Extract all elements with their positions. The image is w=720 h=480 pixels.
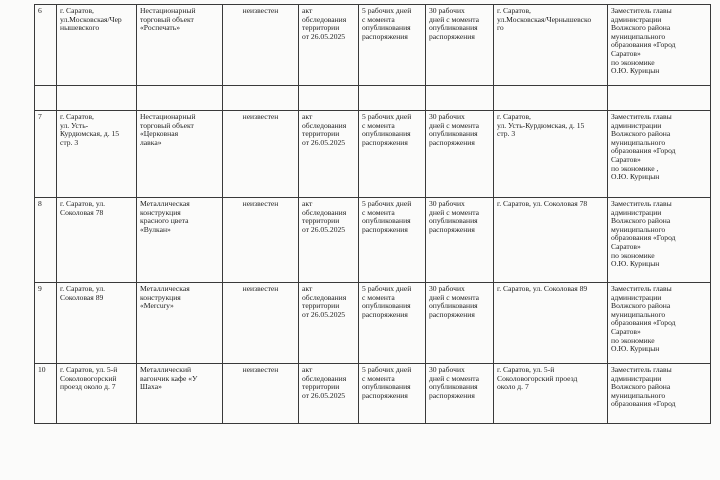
row-number: 8 (35, 198, 57, 283)
table-row (35, 111, 711, 198)
forced-term-cell: 30 рабочих дней с момента опубликования распоряжения (426, 5, 494, 86)
forced-term-cell (426, 86, 494, 111)
owner-cell: неизвестен (223, 364, 299, 424)
responsible-cell: Заместитель главы администрации Волжского района муниципального образования «Город Саратов» по экономике , О.Ю. Курицын (608, 111, 711, 198)
owner-cell: неизвестен (223, 198, 299, 283)
address-cell (57, 86, 137, 111)
owner-cell (223, 86, 299, 111)
object-cell: Металлическая конструкция «Mercury» (137, 283, 223, 364)
storage-cell: г. Саратов, ул. Соколовая 78 (494, 198, 608, 283)
address-cell: г. Саратов, ул. Усть- Курдюмская, д. 15 стр. 3 (57, 111, 137, 198)
responsible-cell: Заместитель главы администрации Волжского района муниципального образования «Город (608, 364, 711, 424)
owner-cell: неизвестен (223, 111, 299, 198)
object-cell: Металлический вагончик кафе «У Шаха» (137, 364, 223, 424)
storage-cell: г. Саратов, ул. 5-й Соколовогорский проезд около д. 7 (494, 364, 608, 424)
storage-cell: г. Саратов, ул. Соколовая 89 (494, 283, 608, 364)
storage-cell (494, 86, 608, 111)
basis-cell: акт обследования территории от 26.05.2025 (299, 283, 359, 364)
voluntary-term-cell: 5 рабочих дней с момента опубликования распоряжения (359, 198, 426, 283)
basis-cell: акт обследования территории от 26.05.2025 (299, 364, 359, 424)
object-cell: Нестационарный торговый объект «Роспечать» (137, 5, 223, 86)
forced-term-cell: 30 рабочих дней с момента опубликования распоряжения (426, 283, 494, 364)
storage-cell: г. Саратов, ул.Московская/Чернышевско го (494, 5, 608, 86)
forced-term-cell: 30 рабочих дней с момента опубликования распоряжения (426, 111, 494, 198)
object-cell: Нестационарный торговый объект «Церковная лавка» (137, 111, 223, 198)
row-number: 10 (35, 364, 57, 424)
address-cell: г. Саратов, ул. 5-й Соколовогорский проезд около д. 7 (57, 364, 137, 424)
forced-term-cell: 30 рабочих дней с момента опубликования распоряжения (426, 364, 494, 424)
storage-cell: г. Саратов, ул. Усть-Курдюмская, д. 15 стр. 3 (494, 111, 608, 198)
row-number: 7 (35, 111, 57, 198)
owner-cell: неизвестен (223, 283, 299, 364)
voluntary-term-cell (359, 86, 426, 111)
basis-cell (299, 86, 359, 111)
owner-cell: неизвестен (223, 5, 299, 86)
object-cell: Металлическая конструкция красного цвета «Вулкан» (137, 198, 223, 283)
table-row (35, 198, 711, 283)
table-row (35, 283, 711, 364)
responsible-cell: Заместитель главы администрации Волжского района муниципального образования «Город Саратов» по экономике О.Ю. Курицын (608, 5, 711, 86)
voluntary-term-cell: 5 рабочих дней с момента опубликования распоряжения (359, 5, 426, 86)
row-number: 6 (35, 5, 57, 86)
table-row (35, 5, 711, 86)
voluntary-term-cell: 5 рабочих дней с момента опубликования распоряжения (359, 364, 426, 424)
row-number: 9 (35, 283, 57, 364)
basis-cell: акт обследования территории от 26.05.2025 (299, 111, 359, 198)
voluntary-term-cell: 5 рабочих дней с момента опубликования распоряжения (359, 111, 426, 198)
address-cell: г. Саратов, ул. Соколовая 89 (57, 283, 137, 364)
basis-cell: акт обследования территории от 26.05.2025 (299, 198, 359, 283)
objects-table (34, 4, 711, 424)
address-cell: г. Саратов, ул.Московская/Чер нышевского (57, 5, 137, 86)
responsible-cell: Заместитель главы администрации Волжского района муниципального образования «Город Саратов» по экономике О.Ю. Курицын (608, 283, 711, 364)
voluntary-term-cell: 5 рабочих дней с момента опубликования распоряжения (359, 283, 426, 364)
forced-term-cell: 30 рабочих дней с момента опубликования распоряжения (426, 198, 494, 283)
basis-cell: акт обследования территории от 26.05.2025 (299, 5, 359, 86)
responsible-cell (608, 86, 711, 111)
row-number (35, 86, 57, 111)
object-cell (137, 86, 223, 111)
address-cell: г. Саратов, ул. Соколовая 78 (57, 198, 137, 283)
responsible-cell: Заместитель главы администрации Волжского района муниципального образования «Город Саратов» по экономике О.Ю. Курицын (608, 198, 711, 283)
table-row (35, 364, 711, 424)
table-row (35, 86, 711, 111)
